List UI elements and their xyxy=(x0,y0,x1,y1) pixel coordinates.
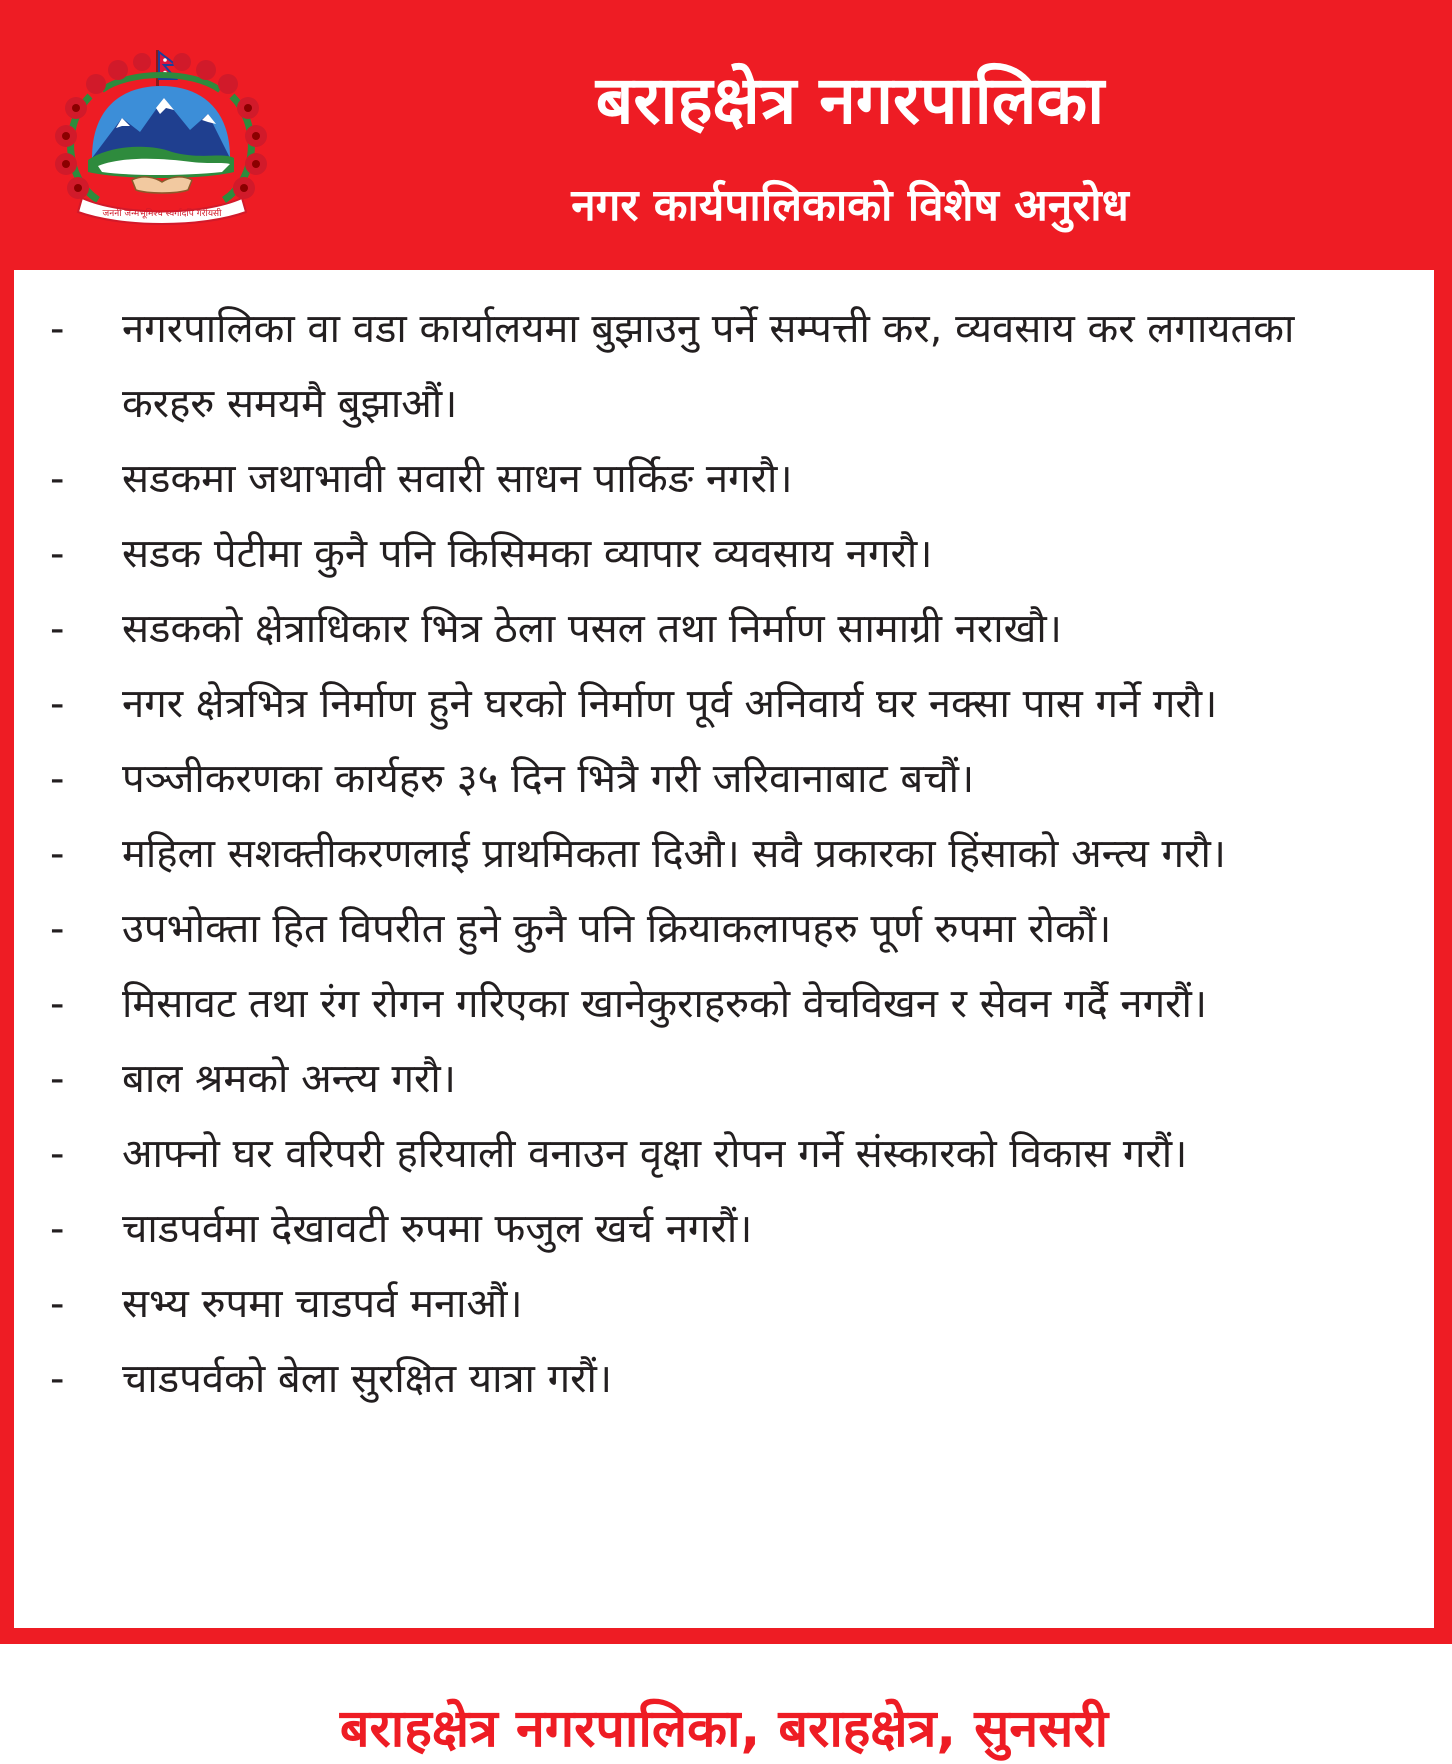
list-item xyxy=(14,967,1434,1042)
list-item-text: चाडपर्वमा देखावटी रुपमा फजुल खर्च नगरौं। xyxy=(122,1206,753,1252)
nepal-flag-icon xyxy=(156,50,176,86)
bullet-dash: - xyxy=(50,1056,65,1102)
list-item xyxy=(14,742,1434,817)
list-item-text: सडकको क्षेत्राधिकार भित्र ठेला पसल तथा निर्माण सामाग्री नराखौ। xyxy=(122,606,1062,652)
list-item-text: चाडपर्वको बेला सुरक्षित यात्रा गरौं। xyxy=(122,1356,613,1402)
page-subtitle: नगर कार्यपालिकाको विशेष अनुरोध xyxy=(571,180,1129,231)
list-item xyxy=(14,292,1434,442)
footer-address: बराहक्षेत्र नगरपालिका, बराहक्षेत्र, सुनसरी xyxy=(339,1699,1109,1759)
list-item-text: महिला सशक्तीकरणलाई प्राथमिकता दिऔ। सवै प्रकारका हिंसाको अन्त्य गरौ। xyxy=(122,831,1226,877)
header xyxy=(0,0,1452,265)
bullet-dash: - xyxy=(50,606,65,652)
page-title: बराहक्षेत्र नगरपालिका xyxy=(595,62,1105,139)
bullet-dash: - xyxy=(50,756,65,802)
list-item xyxy=(14,1267,1434,1342)
bullet-dash: - xyxy=(50,906,65,952)
list-item xyxy=(14,592,1434,667)
list-item-text: उपभोक्ता हित विपरीत हुने कुनै पनि क्रियाकलापहरु पूर्ण रुपमा रोकौं। xyxy=(122,906,1112,952)
bullet-dash: - xyxy=(50,681,65,727)
list-item xyxy=(14,667,1434,742)
bullet-dash: - xyxy=(50,306,65,352)
list-item xyxy=(14,1192,1434,1267)
list-item xyxy=(14,1117,1434,1192)
motto-ribbon xyxy=(78,198,246,224)
notice-panel xyxy=(14,270,1434,1759)
bullet-dash: - xyxy=(50,831,65,877)
list-item-text: नगरपालिका वा वडा कार्यालयमा बुझाउनु पर्ने सम्पत्ती कर, व्यवसाय कर लगायतका करहरु समयमै बुझाऔं। xyxy=(122,306,1295,427)
list-item xyxy=(14,892,1434,967)
list-item-text: आफ्नो घर वरिपरी हरियाली वनाउन वृक्षा रोपन गर्ने संस्कारको विकास गरौं। xyxy=(122,1131,1188,1177)
bullet-dash: - xyxy=(50,1206,65,1252)
list-item xyxy=(14,1042,1434,1117)
list-item-text: सडक पेटीमा कुनै पनि किसिमका व्यापार व्यवसाय नगरौ। xyxy=(122,531,933,577)
emblem-motto-text: जननी जन्मभूमिश्च स्वर्गादपि गरीयसी xyxy=(102,209,222,219)
list-item xyxy=(14,817,1434,892)
list-item-text: सभ्य रुपमा चाडपर्व मनाऔं। xyxy=(122,1281,523,1327)
list-item xyxy=(14,517,1434,592)
request-list xyxy=(14,292,1434,1417)
list-item-text: सडकमा जथाभावी सवारी साधन पार्किङ नगरौ। xyxy=(122,456,793,502)
mountain-icon xyxy=(92,86,230,158)
list-item-text: पञ्जीकरणका कार्यहरु ३५ दिन भित्रै गरी जरिवानाबाट बचौं। xyxy=(122,756,975,802)
list-item xyxy=(14,442,1434,517)
bullet-dash: - xyxy=(50,456,65,502)
list-item-text: नगर क्षेत्रभित्र निर्माण हुने घरको निर्माण पूर्व अनिवार्य घर नक्सा पास गर्ने गरौ। xyxy=(122,681,1218,727)
list-item-text: बाल श्रमको अन्त्य गरौ। xyxy=(122,1056,456,1102)
bullet-dash: - xyxy=(50,531,65,577)
bullet-dash: - xyxy=(50,1356,65,1402)
bullet-dash: - xyxy=(50,1131,65,1177)
bullet-dash: - xyxy=(50,1281,65,1327)
handshake-icon xyxy=(132,177,192,193)
list-item xyxy=(14,1342,1434,1417)
list-item-text: मिसावट तथा रंग रोगन गरिएका खानेकुराहरुको वेचविखन र सेवन गर्दै नगरौं। xyxy=(122,981,1208,1027)
bullet-dash: - xyxy=(50,981,65,1027)
nepal-emblem-icon xyxy=(52,48,270,226)
